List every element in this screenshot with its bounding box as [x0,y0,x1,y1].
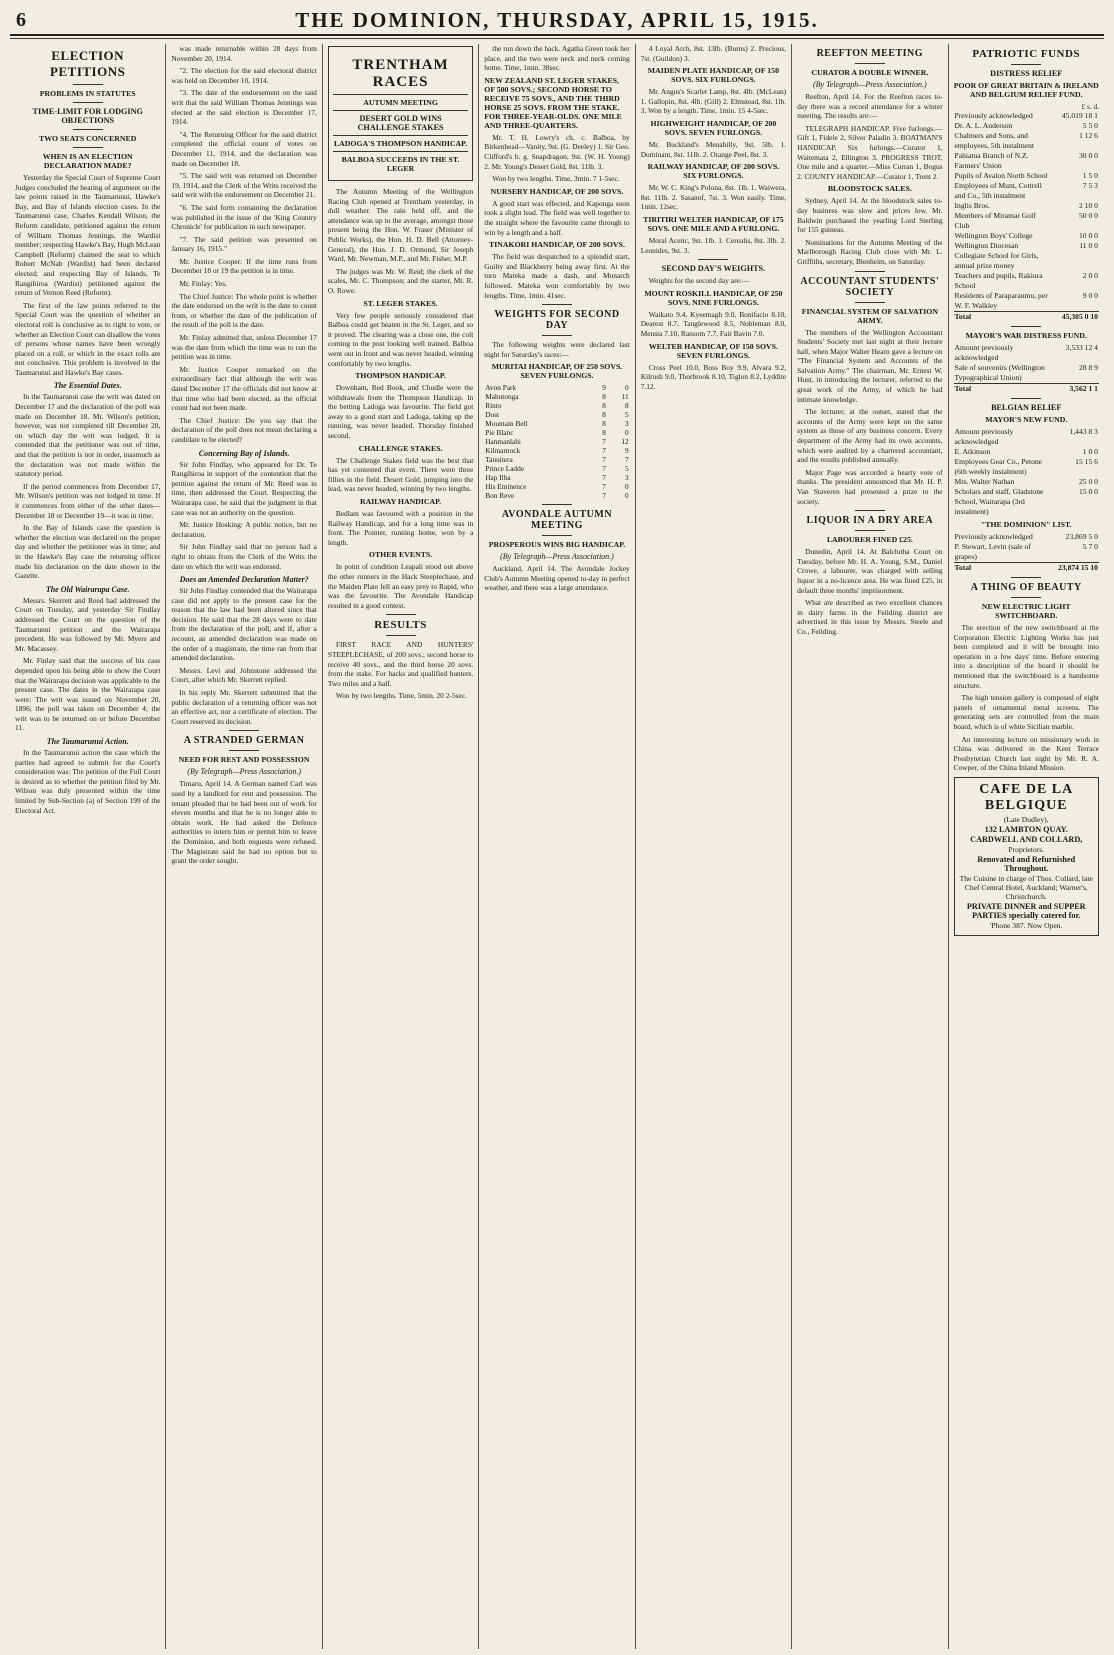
race-heading: TIRITIRI WELTER HANDICAP, OF 175 SOVS. ONE MILE AND A FURLONG. [643,214,784,233]
masthead-title: THE DOMINION, THURSDAY, APRIL 15, 1915. [295,7,819,32]
weight-st: 8 [602,401,606,411]
donor-label: Wellington Diocesan Collegiate School for Girls, annual prize money [954,241,1039,270]
weight-lb: 8 [625,401,629,411]
donation-amount: 2 0 0 [1082,271,1098,280]
paragraph: Mr. T. H. Lowry's ch. c. Balboa, by Birkenhead—Vanity, 9st. (G. Deeley) 1. Sir Geo. Clifford's b. g. Snapdragon, 9st. (W. H. Young) 2. Mr. Young's Desert Gold, 8st. 11lb. 3. [484,132,630,171]
horse-name: Mountain Bell [485,419,528,429]
weight-st: 7 [602,455,606,465]
fund-row [954,487,1099,517]
horse-name: Prince Ladde [485,464,524,474]
masthead [10,6,1104,36]
dominion-fund-table [954,532,1099,573]
paragraph: FIRST RACE AND HUNTERS' STEEPLECHASE, of 200 sovs.; second horse to receive 40 sovs., and the third horse 20 sovs. from the stake. For hacks and qualified hunters. Two miles and a half. [327,640,474,688]
article-deck: LADOGA'S THOMPSON HANDICAP. [333,139,468,148]
horse-name: Hap Ilba [485,473,511,483]
donor-label: Members of Miramar Golf Club [954,211,1036,230]
weight-row [484,455,629,464]
weight-row [484,419,629,428]
paragraph: "6. The said form containing the declaration was published in the issue of the 'King Country Chronicle' for publication in such newspaper. [171,202,317,232]
donor-label: Chalmers and Sons, and employees, 5th instalment [954,131,1035,150]
donation-amount: 15 15 6 [1075,457,1098,466]
weight-lb: 9 [625,446,629,456]
donor-label: Pahiatua Branch of N.Z. Farmers' Union [954,151,1029,170]
weight-lb: 0 [625,491,629,501]
fund-total-row: Total 3,562 1 1 [954,384,1098,393]
donor-label: Scholars and staff, Gladstone School, Wairarapa (3rd instalment) [954,487,1044,516]
paragraph: What are described as two excellent chances in dairy farms in the Feilding district are advertised in this issue by Messrs. Steele and Co., Feilding. [797,598,943,636]
donation-amount: 1 12 6 [1078,131,1098,140]
article-headline: REEFTON MEETING [816,48,924,59]
race-heading: TINAKORI HANDICAP, OF 200 SOVS. [489,240,625,250]
horse-name: Kilmarnock [485,446,521,456]
weights-table [484,383,629,500]
weight-row [484,410,629,419]
fund-row [954,291,1099,312]
weight-st: 7 [602,491,606,501]
paragraph: The members of the Wellington Accountant Students' Society met last night at their lecture hall, when Major Walter Hearn gave a lecture on "The Financial System and Accounts of the Salvation Army." The chairman, Mr. Ernest W. Hunt, in introducing the lecturer, referred to the great work of the Army, of which he had intimate knowledge. [797,327,943,404]
donation-amount: 7 5 3 [1082,181,1098,190]
article-deck: CURATOR A DOUBLE WINNER. [811,68,929,77]
horse-name: Avon Park [485,383,517,393]
subheading: The Old Wairarapa Case. [45,584,130,594]
ad-line: (Late Dudley), [1003,814,1049,824]
weight-row [484,491,629,500]
subheading: THOMPSON HANDICAP. [355,371,446,381]
fund-total-row: Total 23,874 15 10 [954,563,1098,572]
paragraph: Auckland, April 14. The Avondale Jockey Club's Autumn Meeting opened to-day in perfect weather, and there was a large attendance. [484,564,630,593]
currency-header: £ s. d. [1081,102,1099,111]
paragraph: Dunedin, April 14. At Balclutha Court on Tuesday, before Mr. H. A. Young, S.M., Daniel Crowe, a labourer, was charged with selling liquor in a no-licence area. He was fined £25, in default three months' imprisonment. [797,547,943,595]
donation-amount: 23,869 5 0 [1065,532,1098,541]
column-6 [792,44,948,1649]
article-deck: LABOURER FINED £25. [826,535,913,545]
ad-line: 132 LAMBTON QUAY. [984,824,1068,834]
distress-fund-table [954,111,1099,322]
paragraph: Mr. Finlay: Yes. [179,279,227,289]
article-headline: PATRIOTIC FUNDS [972,48,1081,60]
paragraph: Sir John Findlay said that no person had a right to obtain from the Clerk of the Writs the date on which the writ was endorsed. [171,542,317,571]
article-headline: LIQUOR IN A DRY AREA [806,515,934,527]
fund-row [954,427,1099,447]
donor-label: Inglis Bros. [954,201,990,210]
article-headline: A STRANDED GERMAN [183,735,305,747]
donor-label: P. Stewart, Levin (sale of grapes) [954,542,1031,561]
paragraph: Reefton, April 14. For the Reefton races to-day there was a record attendance for a winter meeting. The results are:— [797,92,943,121]
column-3 [323,44,479,1649]
paragraph: was made returnable within 28 days from November 20, 1914. [171,44,317,63]
race-heading: MOUNT ROSKILL HANDICAP, OF 250 SOVS. NINE FURLONGS. [644,288,783,307]
weight-row [484,383,629,392]
weights-headline: WEIGHTS FOR SECOND DAY [494,309,620,332]
article-headline: TRENTHAM RACES [352,57,449,90]
ad-line: PRIVATE DINNER and SUPPER PARTIES specially catered for. [966,901,1086,920]
paragraph: Waikato 9.4, Kyeemagh 9.0, Bonifacio 8.10, Dearest 8.7, Tanglewood 8.5, Nobleman 8.0, Mensta 7.10, Ransom 7.7, Fair Bavin 7.0. [640,309,787,338]
weight-row [484,401,629,410]
paragraph: Timaru, April 14. A German named Carl was sued by a landlord for rent and possession. The tenant pleaded that he had been out of work for eleven months and that he is no longer able to obtain work. He had asked the Defence authorities to intern him or permit him to leave the Dominion, and both requests were refused. The Magistrate said he had no option but to grant the order sought. [171,779,317,866]
paragraph: The Autumn Meeting of the Wellington Racing Club opened at Trentham yesterday, in dull weather. The rain held off, and the attendance was up to the average, amongst those present being the Hon. W. Fraser (Minister of Public Works), the Hon. H. D. Bell (Attorney-General), the Hon. J. D. Ormond, Sir Joseph Ward, Mr. Newman, M.P., and Mr. Fisher, M.P. [327,187,474,264]
donor-label: Wellington Boys' College [954,231,1033,240]
paragraph: Mr. Finlay admitted that, unless December 17 was the date from which the time was to run the petition was in time. [171,333,317,362]
byline: (By Telegraph—Press Association.) [187,767,301,777]
donor-label: Sale of souvenirs (Wellington Typographical Union) [954,363,1045,382]
race-heading: MURITAI HANDICAP, OF 250 SOVS. SEVEN FURLONGS. [491,362,623,381]
donation-amount: 1 5 0 [1082,171,1098,180]
paragraph: Mr. Justice Cooper remarked on the extraordinary fact that although the writ was dated December 17 the officials did not know at that time who had been elected, as the official count had not been made. [171,364,317,413]
byline: (By Telegraph—Press Association.) [500,552,614,562]
paragraph: In point of condition Leapali stood out above the other runners in the Hack Steeplechase, and the Maiden Plate fell an easy prey to Rapid, who was the favourite. The Avondale Handicap resulted in a good contest. [327,562,474,610]
racing-headline-box [328,46,473,181]
fund-row [954,271,1099,291]
paragraph: "3. The date of the endorsement on the said writ that the said William Thomas Jennings was elected at the said election is December 17, 1914. [171,88,317,127]
horse-name: Hanmanlahi [485,437,521,447]
paragraph: The lecturer, at the outset, stated that the accounts of the Army were kept on the same system as those of any business concern. Every department of the Army had its own accounts, which were audited by a chartered accountant, and the results published annually. [797,407,943,465]
fund-heading: "THE DOMINION" LIST. [980,520,1072,529]
donor-label: Employees of Munt, Cottrell and Co., 5th instalment [954,181,1042,200]
mayor-fund-table [954,343,1099,394]
fund-row [954,542,1099,563]
subheading: Concerning Bay of Islands. [198,448,290,458]
paragraph: Messrs. Levi and Johnstone addressed the Court, after which Mr. Skerrett replied. [171,665,317,685]
paragraph: "7. The said petition was presented on January 16, 1915." [171,234,317,254]
paragraph: The judges was Mr. W. Reid; the clerk of the scales, Mr. C. Thompson; and the starter, Mr. R. O. Rowe. [327,266,474,295]
paragraph: The following weights were declared last night for Saturday's races:— [484,340,630,359]
paragraph: In the Taumarunui case the writ was dated on December 17 and the declaration of the poll was made on December 18. Mr. Wilson's petition, however, was not completed till December 28, on which day the writ was lodged. It is contended that the petitioner was out of time, and that the petition is not in order, inasmuch as the declaration was not made within the statutory period. [15,392,161,479]
fund-heading: MAYOR'S NEW FUND. [985,415,1068,424]
paragraph: If the period commences from December 17, Mr. Wilson's petition was not lodged in time. If it commences from either of the other dates—December 18 or December 19—it was in time. [15,481,161,520]
fund-row [954,241,1099,271]
weight-lb: 0 [625,482,629,492]
donation-amount: 11 0 0 [1079,241,1098,250]
donor-label: Dr. A. L. Anderson [954,121,1013,130]
article-deck: BALBOA SUCCEEDS IN THE ST. LEGER [341,155,460,173]
donation-amount: 45,019 18 1 [1061,111,1098,120]
race-heading: NURSERY HANDICAP, OF 200 SOVS. [490,186,624,196]
weight-lb: 3 [625,419,629,429]
paragraph: TELEGRAPH HANDICAP. Five furlongs.—Gift 1, Fidele 2, Silver Paladin 3. BOATMAN'S HANDICAP. Six furlongs.—Curator 1, Waitemata 2, Ellington 3. PROGRESS TROT. One mile and a quarter.—Miss Curran 1, Bogus 2. COUNTY HANDICAP.—Curator 1, Trent 2. [797,123,943,181]
donor-label: Previously acknowledged [954,111,1033,120]
donor-label: Pupils of Avalon North School [954,171,1048,180]
weight-row [484,473,629,482]
weight-lb: 7 [625,455,629,465]
paragraph: The Challenge Stakes field was the best that has yet contested that event. There were three fillies in the field. Desert Gold, jumping into the lead, was never headed, winning by two lengths. [327,455,474,494]
fund-row [954,532,1099,542]
paragraph: A good start was effected, and Kaponga soon took a slight lead. The field was well together to the straight where the favourite came through to win by a length and a half. [484,198,630,237]
paragraph: Major Page was accorded a hearty vote of thanks. The president announced that Mr. H. P. Van Staveren had presented a prize to the society. [797,467,943,506]
fund-heading: POOR OF GREAT BRITAIN & IRELAND AND BELGIUM RELIEF FUND. [953,81,1099,99]
paragraph: Nominations for the Autumn Meeting of the Marlborough Racing Club close with Mr. L. Griffiths, secretary, Blenheim, on Saturday. [797,237,943,266]
article-headline: ELECTION PETITIONS [50,48,126,79]
article-deck: DESERT GOLD WINS CHALLENGE STAKES [357,114,444,132]
donor-label: E. Atkinson [954,447,991,456]
weight-lb: 11 [621,392,629,402]
article-question: WHEN IS AN ELECTION DECLARATION MADE? [42,152,133,170]
ad-line: Proprietors. [1008,844,1045,854]
weight-row [484,464,629,473]
paragraph: Mr. Finlay said that the success of his case depended upon his being able to show the Court that the Wairarapa decision was applicable to the present case. The dates in the Wairarapa case were: The writ was issued on November 20, 1896; the poll was taken on December 4; the writ was to be returned on or before December 11. [15,656,161,733]
donation-amount: 25 0 0 [1078,477,1098,486]
race-heading: WELTER HANDICAP, OF 150 SOVS. SEVEN FURLONGS. [648,341,778,360]
horse-name: Bon Reve [485,491,515,501]
horse-name: Pie Blanc [485,428,514,438]
subheading: DISTRESS RELIEF [990,69,1063,78]
article-deck: TWO SEATS CONCERNED [39,134,137,143]
paragraph: The erection of the new switchboard at the Corporation Electric Lighting Works has just been completed and it will be brought into operation in a few days' time. Before entering into a description of the board it should be mentioned that the switchboard is a handsome structure. [953,623,1099,690]
horse-name: His Eminence [485,482,527,492]
fund-row [954,211,1099,231]
donation-amount: 28 8 9 [1078,363,1098,372]
race-heading: RAILWAY HANDICAP, OF 200 SOVS. SIX FURLONGS. [647,162,780,181]
subheading: CHALLENGE STAKES. [358,443,443,453]
article-deck: PROBLEMS IN STATUTES [39,89,136,98]
donation-amount: 5 5 0 [1082,121,1098,130]
paragraph: "2. The election for the said electoral district was held on December 10, 1914. [171,66,317,85]
subheading: RAILWAY HANDICAP. [359,497,442,507]
donation-amount: 1,443 8 3 [1069,427,1098,436]
race-heading: HIGHWEIGHT HANDICAP, OF 200 SOVS. SEVEN FURLONGS. [650,118,777,137]
fund-row [954,171,1099,181]
donation-amount: 10 0 0 [1078,231,1098,240]
paragraph: Downham, Red Book, and Chudle were the withdrawals from the Thompson Handicap. In the betting Ladoga was favourite. The field got away to a good start and Ladoga, taking up the running, was never headed. Thorsday finished second. [327,383,474,441]
byline: (By Telegraph—Press Association.) [812,80,927,89]
subheading: OTHER EVENTS. [368,550,433,560]
donation-amount: 9 0 0 [1082,291,1098,300]
fund-row [954,343,1099,363]
fund-total-row: Total 45,305 0 10 [954,312,1098,321]
fund-row [954,477,1099,487]
weight-st: 7 [602,482,606,492]
horse-name: Tanuitera [485,455,513,465]
article-headline: A THING OF BEAUTY [970,582,1082,593]
ad-line: The Cuisine in charge of Thos. Collard, late Chef Central Hotel, Auckland; Warner's, Christchurch. [959,873,1093,901]
results-heading: RESULTS [374,619,427,632]
donation-amount: 1 0 0 [1082,447,1098,456]
paragraph: Won by two lengths. Time, 5min. 20 2-5sec. [335,691,467,701]
paragraph: Mr. Justice Cooper: If the time runs from December 18 or 19 the petition is in time. [171,256,317,276]
paragraph: In the Bay of Islands case the question is whether the election was declared on the proper day and whether the petitioner was in time; and in the Hawke's Bay case the returning officer made his declaration on the date shown in the Gazette. [15,523,161,581]
cafe-advertisement [954,777,1099,936]
ad-title: CAFE DE LA BELGIQUE [979,781,1074,813]
column-4 [479,44,635,1649]
paragraph: Very few people seriously considered that Balboa could get beaten in the St. Leger, and so it proved. The clearing was a close one, the colt coming to the post looking well trained. Balboa went out in front and was never headed, winning comfortably by two lengths. [327,310,474,368]
weight-lb: 3 [625,473,629,483]
paragraph: Yesterday the Special Court of Supreme Court Judges concluded the hearing of argument on the law points raised in the Taumarunui, Hawke's Bay, and Bay of Islands election cases. In the Taumarunui case, Charles Kendall Wilson, the Reform candidate, petitioned against the return of William Thomas Jennings, the Wardist member; respecting Hawke's Bay, Hugh McLean Campbell (Reform) claimed the seat to which Robert McNab (Wardist) had been declared elected; and respecting Bay of Islands, Te Rangihiroa (Wardist) petitioned against the return of Vernon Reed (Reform). [15,173,161,298]
article-deck: PROSPEROUS WINS BIG HANDICAP. [488,540,626,550]
belgian-fund-table [954,427,1099,517]
page-number: 6 [16,8,26,31]
paragraph: In his reply Mr. Skerrett submitted that the public declaration of a returning officer was not an effective act, nor a certificate of election. The Court reserved its decision. [171,688,317,726]
weight-st: 7 [602,437,606,447]
weight-lb: 12 [621,437,629,447]
ad-line: CARDWELL AND COLLARD, [970,834,1083,844]
ad-line: Renovated and Refurnished Throughout. [977,854,1076,873]
horse-name: Mahutonga [485,392,519,402]
article-headline: ACCOUNTANT STUDENTS' SOCIETY [800,275,940,298]
subheading: The Essential Dates. [53,381,122,391]
paragraph: The Chief Justice: The whole point is whether the date endorsed on the writ is the date to count from, or whether the date of the publication of the result of the poll is the date. [171,291,317,330]
fund-row [954,111,1099,121]
donor-label: Amount previously acknowledged [954,427,1014,446]
donor-label: Amount previously acknowledged [954,343,1014,362]
paragraph: 4 Loyal Arch, 8st. 13lb. (Burns) 2. Precious, 7st. (Guildon) 3. [640,44,787,63]
subheading: Does an Amended Declaration Matter? [179,575,309,585]
paragraph: Mr. W. C. King's Polona, 8st. 1lb. 1. Waiwera, 8st. 11lb. 2. Sasanof, 7st. 3. Won easily. Time, 1min. 12sec. [640,183,787,212]
horse-name: Dost [485,410,500,420]
paragraph: Cross Peel 10.0, Boss Boy 9.9, Alvara 9.2, Kilrush 9.0, Thorbrook 8.10, Tiglon 8.2, Lyddite 7.12. [640,362,787,391]
subheading: BLOODSTOCK SALES. [827,184,912,194]
paragraph: The high tension gallery is composed of eight panels of ornamental metal screens. The generating sets are controlled from the main board, which is of white Sicilian marble. [953,693,1099,731]
subheading: BELGIAN RELIEF [991,403,1062,412]
subheading: ST. LEGER STAKES. [363,298,438,308]
weight-st: 8 [602,419,606,429]
article-deck: AUTUMN MEETING [363,98,438,107]
donation-amount: 2 10 0 [1078,201,1098,210]
fund-row [954,131,1099,151]
paragraph: Sir John Findlay, who appeared for Dr. Te Rangihiroa in support of the contention that the petition against the return of Mr. Reed was in time, then addressed the Court. Respecting the Wairarapa case, he said that the judgment in that case was not an authority on the question. [171,459,317,517]
paragraph: Mr. Angus's Scarlet Lamp, 8st. 4lb. (McLean) 1. Gallopin, 8st. 4lb. (Gill) 2. Elmstead, 8st. 1lb. 3. Won by a length. Time, 1min. 15 4-5sec. [640,87,787,116]
paragraph: The field was despatched to a splendid start, Guilty and Blackberry being away first. At the turn Mateka made a dash, and Monarch followed. Mateka won comfortably by two lengths. Time, 1min. 41sec. [484,252,630,300]
weight-row [484,428,629,437]
fund-row [954,201,1099,211]
race-heading: NEW ZEALAND ST. LEGER STAKES, OF 500 SOVS.; SECOND HORSE TO RECEIVE 75 SOVS., AND THE THIRD HORSE 25 SOVS. FROM THE STAKE. FOR THREE-YEAR-OLDS. ONE MILE AND THREE-QUARTERS. [484,75,622,130]
paragraph: Mr. Buckland's Menabilly, 9st. 5lb. 1. Dominant, 8st. 11lb. 2. Orange Peel, 8st. 3. [640,139,787,159]
paragraph: Won by two lengths. Time, 3min. 7 1-5sec. [492,174,620,184]
article-deck: NEW ELECTRIC LIGHT SWITCHBOARD. [981,602,1071,620]
donor-label: Mrs. Walter Nathan [954,477,1015,486]
weight-st: 8 [602,410,606,420]
fund-row [954,151,1099,171]
weight-st: 7 [602,446,606,456]
paragraph: the run down the back. Agatha Green took her place, and the two were neck and neck coming home. Time, 1min. 38sec. [484,44,630,73]
donor-label: Employees Gear Co., Petone (6th weekly instalment) [954,457,1043,476]
column-1 [10,44,166,1649]
paragraph: Weights for the second day are:— [648,276,750,286]
fund-row [954,457,1099,477]
paragraph: In the Taumarunui action the case which the parties had agreed to submit for the Court's consideration was: The petition of the Full Court is desired as to whether the petition filed by Mr. Wilson was duly presented within the time limited by Sub-Section (a) of Section 199 of the Electoral Act. [15,748,161,815]
donation-amount: 5 7 0 [1082,542,1098,551]
paragraph: "5. The said writ was returned on December 19, 1914, and the Clerk of the Writs received the said writ with the endorsement on December 21. [171,171,317,200]
weight-lb: 5 [625,410,629,420]
weight-st: 8 [602,392,606,402]
fund-row [954,363,1099,384]
paragraph: Bedlam was favoured with a position in the Railway Handicap, and for a long time was in front. The Pointer, running home, won by a length. [327,509,474,547]
masthead-rule [10,38,1104,39]
paragraph: An interesting lecture on missionary work in China was delivered in the Kent Terrace Presbyterian Church last night by Mr. R. A. Cowper, of the China Inland Mission. [953,734,1099,773]
donor-label: Residents of Paraparaumu, per W. F. Walkley [954,291,1048,310]
horse-name: Rinto [485,401,502,411]
paragraph: Sir John Findlay contended that the Wairarapa case did not apply to the present case for the reason that the law had been altered since that decision. He said that the 28 days were to date from the declaration of the poll, and if, after a recount, an amended declaration was made on the order of a magistrate, the time ran from that amended declaration. [171,586,317,663]
weight-lb: 5 [625,464,629,474]
fund-heading: MAYOR'S WAR DISTRESS FUND. [965,331,1087,340]
column-2 [166,44,322,1649]
column-7 [949,44,1104,1649]
paragraph: Moral Acetic, 9st. 1lb. 1. Cerealis, 8st. 3lb. 2. Leonides, 9st. 3. [640,235,787,255]
weight-row [484,482,629,491]
fund-row [954,181,1099,201]
paragraph: Messrs. Skerrett and Reed had addressed the Court on Tuesday, and yesterday Sir Findlay addressed the Court on the question of the Taumarunui petition and the Wairarapa precedent. He was followed by Mr. Myers and Mr. Macassey. [15,595,161,653]
weight-st: 7 [602,473,606,483]
article-deck: TIME-LIMIT FOR LODGING OBJECTIONS [32,107,143,125]
subheading: The Taumarunui Action. [46,737,129,747]
column-5 [636,44,792,1649]
donation-amount: 15 0 0 [1078,487,1098,496]
donation-amount: 50 0 0 [1078,211,1098,220]
paragraph: Mr. Justice Hosking: A public notice, but no declaration. [171,520,317,539]
paragraph: "4. The Returning Officer for the said district completed the official count of votes on December 11, 1914, and the declaration was made on December 18. [171,129,317,168]
article-headline: AVONDALE AUTUMN MEETING [501,509,613,532]
donor-label: Teachers and pupils, Rakiura School [954,271,1043,290]
paragraph: The Chief Justice: Do you say that the declaration of the poll does not mean declaring a candidate to be elected? [171,415,317,444]
weight-lb: 0 [625,383,629,393]
fund-row [954,231,1099,241]
donor-label: Previously acknowledged [954,532,1033,541]
fund-row [954,121,1099,131]
weight-lb: 0 [625,428,629,438]
weight-row [484,437,629,446]
fund-row [954,447,1099,457]
weight-st: 8 [602,428,606,438]
columns [10,44,1104,1649]
ad-line: 'Phone 387. Now Open. [990,920,1063,930]
donation-amount: 30 0 0 [1078,151,1098,160]
paragraph: The first of the law points referred to the Special Court was the question of whether an electoral roll is conclusive as to right to vote, or whether an Election Court can disallow the votes of persons whose names have been wrongly placed on a roll, or which in the exact rolls are not conclusive. This problem is involved in the Taumarunui and Hawke's Bay cases. [15,300,161,377]
article-deck: NEED FOR REST AND POSSESSION [178,755,310,765]
donation-amount: 3,533 12 4 [1065,343,1098,352]
weight-row [484,446,629,455]
weight-row [484,392,629,401]
subheading: SECOND DAY'S WEIGHTS. [661,264,766,274]
paragraph: Sydney, April 14. At the bloodstock sales to-day business was slow and prices low. Mr. Baldwin purchased the yearling Lord Sterling for 155 guineas. [797,196,943,235]
weight-st: 9 [602,383,606,393]
weight-st: 7 [602,464,606,474]
race-heading: MAIDEN PLATE HANDICAP, OF 150 SOVS. SIX FURLONGS. [647,66,779,85]
article-deck: FINANCIAL SYSTEM OF SALVATION ARMY. [801,306,938,325]
